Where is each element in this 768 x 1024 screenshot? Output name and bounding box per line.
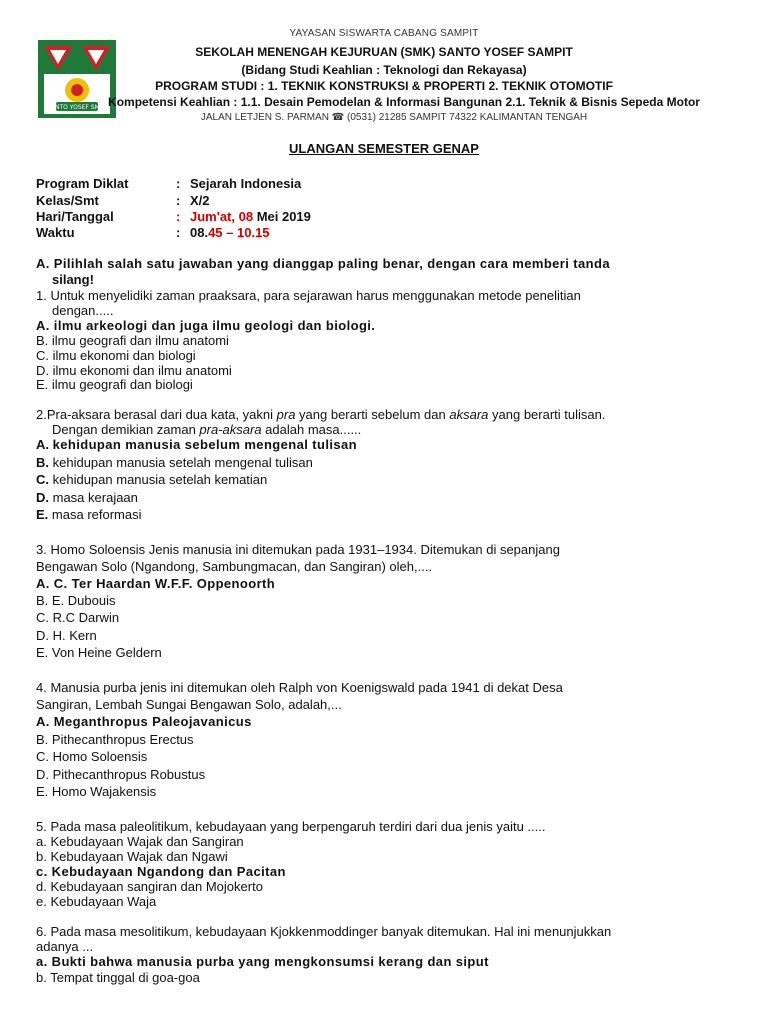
svg-text:SANTO YOSEF SMPT: SANTO YOSEF SMPT — [46, 104, 108, 111]
question-4-text-cont: Sangiran, Lembah Sungai Bengawan Solo, adalah,... — [36, 697, 342, 712]
q4-option-c: C. Homo Soloensis — [36, 749, 148, 764]
foundation-name: YAYASAN SISWARTA CABANG SAMPIT — [289, 28, 479, 39]
question-6-text-cont: adanya ... — [36, 939, 94, 954]
q4-option-a: A. Meganthropus Paleojavanicus — [36, 714, 252, 729]
q4-option-d: D. Pithecanthropus Robustus — [36, 767, 206, 782]
q1-option-a: A. ilmu arkeologi dan juga ilmu geologi dan biologi. — [36, 318, 376, 333]
competency: Kompetensi Keahlian : 1.1. Desain Pemodelan & Informasi Bangunan 2.1. Teknik & Bisnis Sepeda Motor — [108, 95, 700, 109]
q5-option-e: e. Kebudayaan Waja — [36, 894, 157, 909]
q2-option-c: C. kehidupan manusia setelah kematian — [36, 472, 268, 487]
q6-option-b: b. Tempat tinggal di goa-goa — [36, 970, 200, 985]
question-1-text: 1. Untuk menyelidiki zaman praaksara, para sejarawan harus menggunakan metode penelitian — [36, 288, 581, 303]
q3-option-d: D. H. Kern — [36, 628, 97, 643]
question-3-text-cont: Bengawan Solo (Ngandong, Sambungmacan, dan Sangiran) oleh,.... — [36, 559, 433, 574]
q3-option-b: B. E. Dubouis — [36, 593, 116, 608]
q5-option-b: b. Kebudayaan Wajak dan Ngawi — [36, 849, 228, 864]
q4-option-e: E. Homo Wajakensis — [36, 784, 157, 799]
question-1-text-cont: dengan..... — [52, 303, 114, 318]
school-name: SEKOLAH MENENGAH KEJURUAN (SMK) SANTO YOSEF SAMPIT — [195, 45, 573, 59]
q2-option-a: A. kehidupan manusia sebelum mengenal tulisan — [36, 437, 357, 452]
question-2-text: 2.Pra-aksara berasal dari dua kata, yakni pra yang berarti sebelum dan aksara yang berarti tulisan. — [36, 407, 606, 422]
q2-option-d: D. masa kerajaan — [36, 490, 138, 505]
instruction-line-2: silang! — [52, 272, 94, 287]
meta-date: Hari/Tanggal : Jum'at, 08 Mei 2019 — [36, 209, 311, 224]
school-address: JALAN LETJEN S. PARMAN ☎ (0531) 21285 SAMPIT 74322 KALIMANTAN TENGAH — [200, 112, 588, 123]
exam-title: ULANGAN SEMESTER GENAP — [289, 141, 479, 156]
q1-option-d: D. ilmu ekonomi dan ilmu anatomi — [36, 363, 232, 378]
study-program: PROGRAM STUDI : 1. TEKNIK KONSTRUKSI & PROPERTI 2. TEKNIK OTOMOTIF — [155, 79, 613, 93]
question-4-text: 4. Manusia purba jenis ini ditemukan oleh Ralph von Koenigswald pada 1941 di dekat Desa — [36, 680, 563, 695]
q5-option-d: d. Kebudayaan sangiran dan Mojokerto — [36, 879, 263, 894]
question-3-text: 3. Homo Soloensis Jenis manusia ini ditemukan pada 1931–1934. Ditemukan di sepanjang — [36, 542, 560, 557]
question-2-text-cont: Dengan demikian zaman pra-aksara adalah masa...... — [52, 422, 362, 437]
q5-option-c: c. Kebudayaan Ngandong dan Pacitan — [36, 864, 286, 879]
q3-option-e: E. Von Heine Geldern — [36, 645, 162, 660]
q5-option-a: a. Kebudayaan Wajak dan Sangiran — [36, 834, 244, 849]
q2-option-b: B. kehidupan manusia setelah mengenal tulisan — [36, 455, 313, 470]
instruction-line-1: A. Pilihlah salah satu jawaban yang dianggap paling benar, dengan cara memberi tanda — [36, 256, 610, 271]
q3-option-a: A. C. Ter Haardan W.F.F. Oppenoorth — [36, 576, 276, 591]
q1-option-e: E. ilmu geografi dan biologi — [36, 377, 193, 392]
meta-program: Program Diklat : Sejarah Indonesia — [36, 176, 302, 191]
question-6-text: 6. Pada masa mesolitikum, kebudayaan Kjokkenmoddinger banyak ditemukan. Hal ini menunjukkan — [36, 924, 612, 939]
question-5-text: 5. Pada masa paleolitikum, kebudayaan yang berpengaruh terdiri dari dua jenis yaitu ..... — [36, 819, 546, 834]
meta-class: Kelas/Smt : X/2 — [36, 193, 210, 208]
study-field: (Bidang Studi Keahlian : Teknologi dan Rekayasa) — [241, 63, 527, 77]
meta-time: Waktu : 08.45 – 10.15 — [36, 225, 270, 240]
q4-option-b: B. Pithecanthropus Erectus — [36, 732, 194, 747]
q6-option-a: a. Bukti bahwa manusia purba yang mengkonsumsi kerang dan siput — [36, 954, 489, 969]
q1-option-c: C. ilmu ekonomi dan biologi — [36, 348, 196, 363]
q1-option-b: B. ilmu geografi dan ilmu anatomi — [36, 333, 229, 348]
q3-option-c: C. R.C Darwin — [36, 610, 120, 625]
q2-option-e: E. masa reformasi — [36, 507, 142, 522]
